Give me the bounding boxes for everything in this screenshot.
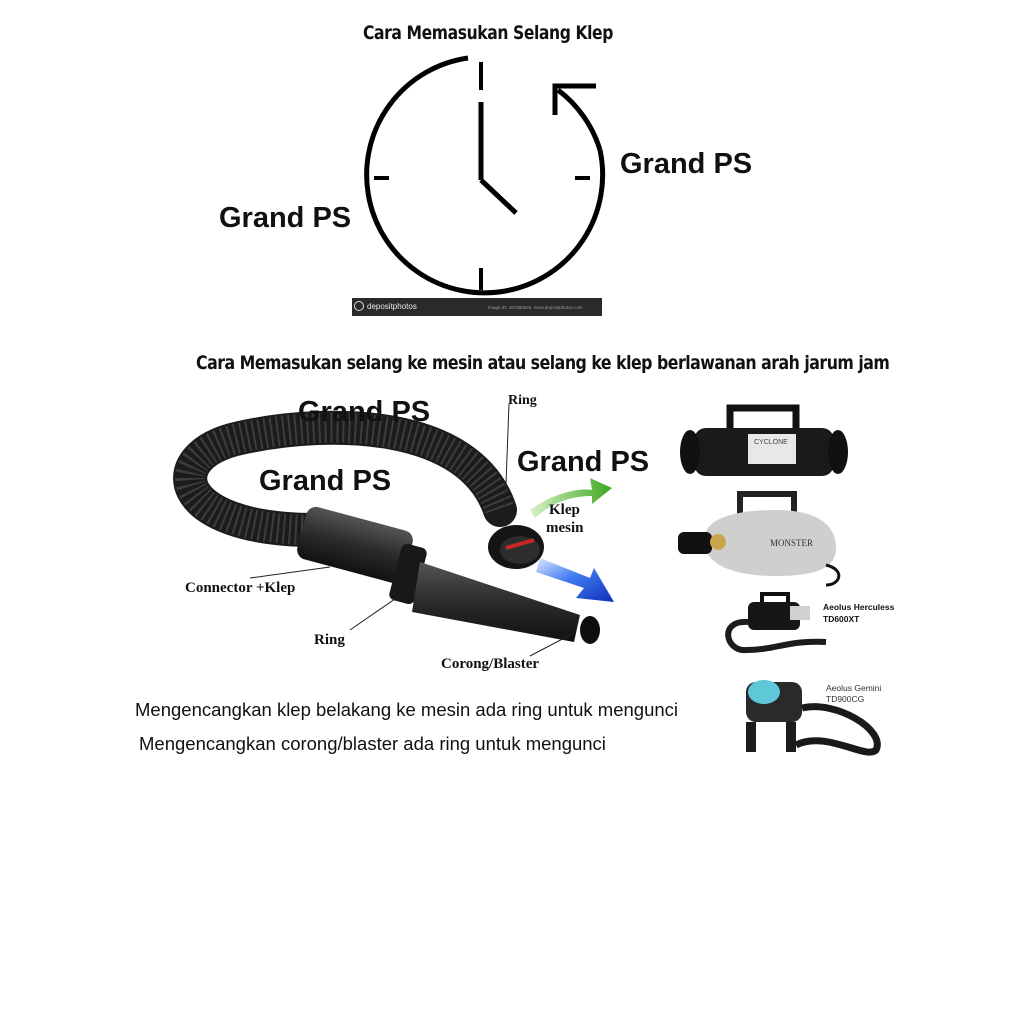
caption-line-2: Mengencangkan corong/blaster ada ring untuk mengunci: [139, 733, 606, 754]
connector-label: Connector +Klep: [185, 580, 296, 596]
product-3-model: TD600XT: [823, 614, 860, 624]
counterclockwise-arrow-icon: [558, 90, 600, 150]
corong-label: Corong/Blaster: [441, 656, 540, 672]
leader-connector: [250, 567, 330, 578]
ring-top-label: Ring: [508, 393, 537, 408]
watermark-logo-icon: [354, 301, 364, 311]
brand-label-left: Grand PS: [219, 202, 352, 234]
product-4-name: Aeolus Gemini: [826, 683, 882, 693]
klep-label-line1: Klep: [549, 502, 580, 518]
hose-brand-2: Grand PS: [259, 465, 392, 497]
leader-ring-bottom: [350, 592, 405, 630]
watermark-id: Image ID: 167885546: [488, 305, 532, 310]
product-4-model: TD900CG: [826, 694, 865, 704]
clock-diagram: [0, 0, 1024, 330]
monster-brand: MONSTER: [770, 538, 814, 548]
brand-label-right: Grand PS: [620, 148, 753, 180]
clock-title: Cara Memasukan Selang Klep: [363, 22, 613, 44]
minute-hand: [481, 180, 516, 213]
leader-corong: [530, 635, 570, 656]
blue-arrow-icon: [536, 558, 614, 602]
klep-label-line2: mesin: [546, 520, 584, 536]
ring-bottom-label: Ring: [314, 632, 345, 648]
watermark-site: www.depositphotos.com: [534, 305, 583, 310]
watermark-bar: [352, 298, 602, 316]
caption-line-1: Mengencangkan klep belakang ke mesin ada ring untuk mengunci: [135, 699, 679, 720]
product-monster-dryer: [678, 494, 839, 585]
product-cyclone-dryer: [680, 408, 848, 476]
hose-brand-3: Grand PS: [517, 446, 650, 478]
cyclone-badge: CYCLONE: [754, 439, 788, 446]
watermark-text: depositphotos: [367, 302, 417, 311]
product-3-name: Aeolus Herculess: [823, 602, 895, 612]
section-title: Cara Memasukan selang ke mesin atau selang ke klep berlawanan arah jarum jam: [196, 352, 890, 374]
hose-brand-1: Grand PS: [298, 396, 431, 428]
clock-face: [367, 58, 603, 293]
product-aeolus-herculess: [728, 594, 826, 650]
product-column: [676, 400, 896, 770]
